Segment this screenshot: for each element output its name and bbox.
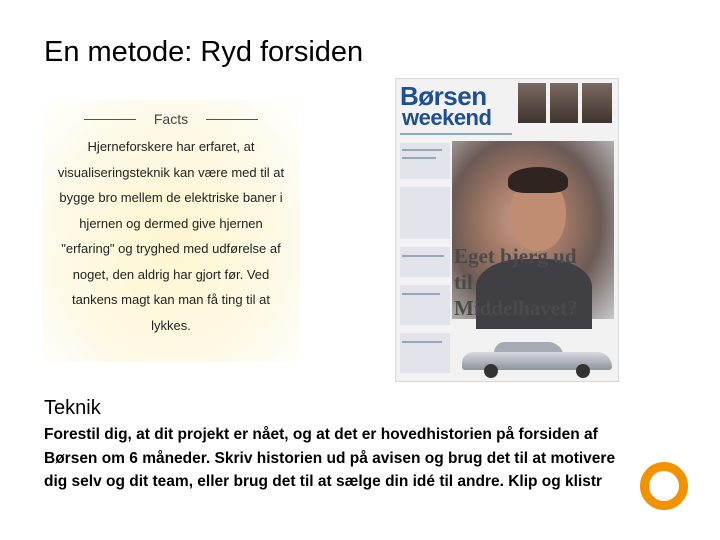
section-title: Teknik (44, 397, 101, 419)
sidebar-block (400, 285, 450, 325)
newspaper-masthead-sub: weekend (402, 105, 492, 130)
slide-title: En metode: Ryd forsiden (44, 36, 364, 68)
facts-line: hjernen og dermed give hjernen (79, 215, 263, 231)
car-ad-image (454, 336, 614, 376)
sidebar-text-line (402, 157, 436, 159)
masthead-thumbnail-1 (518, 83, 546, 123)
facts-divider-right (206, 119, 258, 120)
sidebar-text-line (402, 255, 444, 257)
newspaper-masthead: Børsen (400, 81, 487, 111)
facts-divider-left (84, 119, 136, 120)
facts-label: Facts (153, 111, 189, 127)
sidebar-text-line (402, 341, 442, 343)
section-body (44, 423, 684, 494)
headline-line: til (454, 270, 473, 294)
facts-line: visualiseringsteknik kan være med til at (57, 164, 285, 180)
car-wheel (576, 364, 590, 378)
masthead-rule (400, 133, 512, 135)
car-wheel (484, 364, 498, 378)
facts-line: bygge bro mellem de elektriske baner i (59, 190, 283, 205)
sidebar-block (400, 247, 450, 277)
masthead-thumbnail-2 (550, 83, 578, 123)
headline-line: Middelhavet? (454, 296, 578, 320)
facts-line: noget, den aldrig har gjort før. Ved (72, 266, 270, 282)
body-line: Forestil dig, at dit projekt er nået, og at det er hovedhistorien på forsiden af (44, 426, 598, 443)
body-line: Børsen om 6 måneder. Skriv historien ud på avisen og brug det til at motivere (44, 449, 616, 467)
facts-line: lykkes. (151, 317, 191, 333)
facts-body (42, 134, 300, 338)
masthead-thumbnail-3 (582, 83, 612, 123)
facts-line: tankens magt kan man få ting til at (72, 292, 270, 307)
sidebar-block (400, 187, 450, 239)
facts-box (42, 100, 300, 362)
body-line: dig selv og dit team, eller brug det til at sælge din idé til andre. Klip og klistr (44, 473, 603, 490)
photo-hair (508, 167, 568, 193)
newspaper-headline (454, 243, 624, 321)
headline-line: Eget bjerg ud (454, 244, 577, 268)
facts-line: "erfaring" og tryghed med udførelse af (61, 241, 281, 256)
newspaper-sidebar (400, 143, 450, 373)
sidebar-block (400, 333, 450, 373)
sidebar-text-line (402, 293, 440, 295)
facts-header (42, 110, 300, 128)
facts-line: Hjerneforskere har erfaret, at (87, 139, 255, 154)
sidebar-text-line (402, 149, 442, 151)
orange-ring-icon (640, 462, 688, 510)
